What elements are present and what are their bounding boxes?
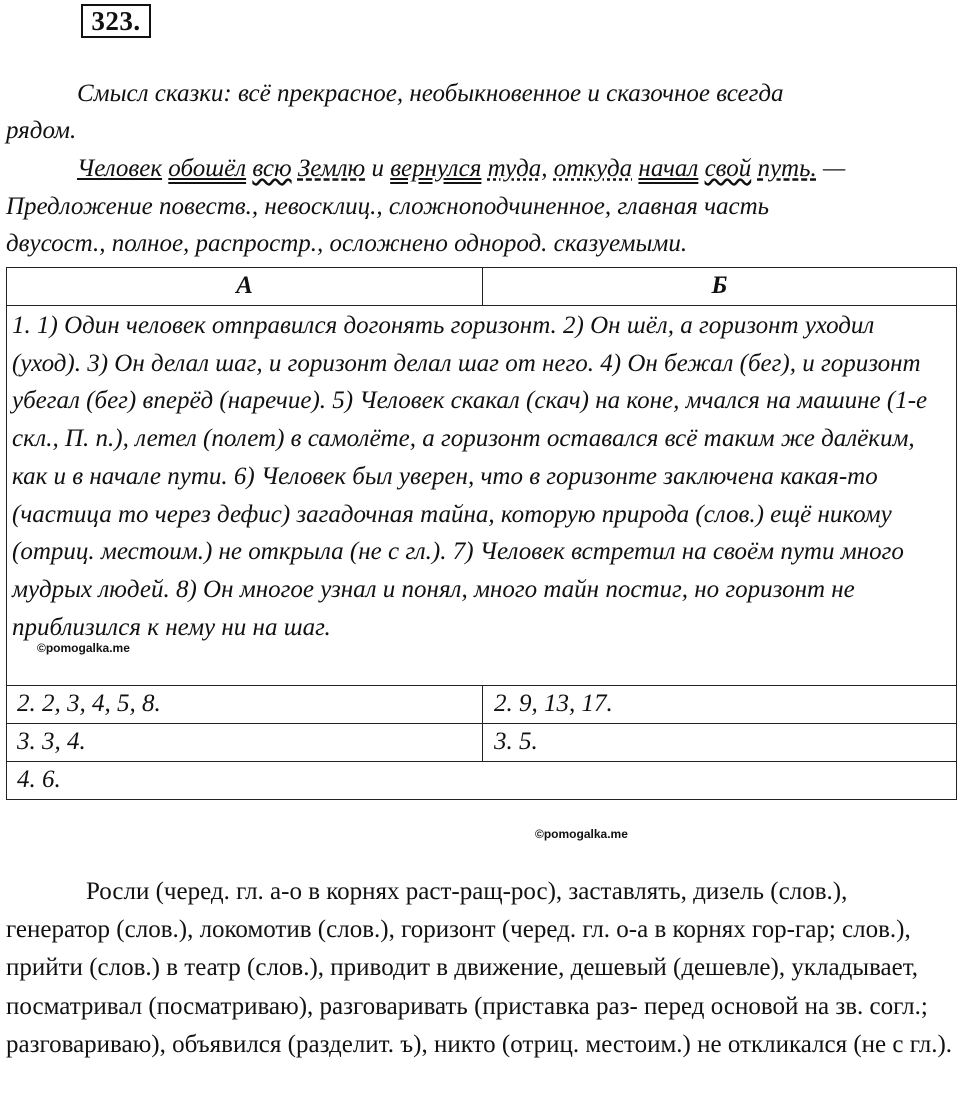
row3-col-a: 3. 3, 4. bbox=[17, 728, 86, 755]
predicate-word-2: вернулся bbox=[390, 155, 482, 182]
row3-col-b: 3. 5. bbox=[494, 728, 538, 755]
watermark-2: ©pomogalka.me bbox=[535, 827, 628, 841]
table-row-2 bbox=[7, 686, 956, 724]
predicate-word: обошёл bbox=[168, 155, 247, 182]
table-row-3 bbox=[7, 724, 956, 762]
exercise-number: 323. bbox=[81, 4, 151, 38]
analyzed-sentence bbox=[77, 155, 845, 183]
watermark: ©pomogalka.me bbox=[37, 641, 130, 655]
row2-col-b: 2. 9, 13, 17. bbox=[494, 690, 613, 717]
subject-word: Человек bbox=[77, 155, 163, 182]
table-header-row bbox=[7, 268, 956, 306]
analysis-line-2: двусост., полное, распростр., осложнено однород. сказуемыми. bbox=[6, 230, 688, 257]
meaning-line-1: Смысл сказки: всё прекрасное, необыкновенное и сказочное всегда bbox=[77, 80, 784, 107]
attribute-word: всю bbox=[252, 155, 292, 182]
row2-col-a: 2. 2, 3, 4, 5, 8. bbox=[17, 690, 161, 717]
column-header-a: А bbox=[236, 272, 253, 299]
row4-col-a: 4. 6. bbox=[17, 766, 61, 793]
conjunction-word: и bbox=[371, 155, 384, 182]
dash: — bbox=[816, 155, 846, 182]
column-header-b: Б bbox=[711, 272, 728, 299]
predicate-word-3: начал bbox=[638, 155, 699, 182]
object-word-2: путь. bbox=[757, 155, 817, 182]
adverbial-word-2: откуда bbox=[553, 155, 633, 182]
object-word: Землю bbox=[297, 155, 366, 182]
adverbial-word: туда, bbox=[487, 155, 548, 182]
attribute-word-2: свой bbox=[704, 155, 752, 182]
analysis-line-1: Предложение повеств., невосклиц., сложноподчиненное, главная часть bbox=[6, 193, 770, 220]
table-row-4 bbox=[7, 762, 956, 799]
story-text: 1. 1) Один человек отправился догонять горизонт. 2) Он шёл, а горизонт уходил (уход). 3) Он делал шаг, и горизонт делал шаг от него. 4) Он бежал (бег), и горизонт убегал (бег) вперёд (наречие). 5) Человек скакал (скач) на коне, мчался на машине (1-е скл., П. п.), летел (полет) в самолёте, а горизонт оставался всё таким же далёким, как и в начале пути. 6) Человек был уверен, что в горизонте заключена какая-то (частица то через дефис) загадочная тайна, которую природа (слов.) ещё никому (отриц. местоим.) не открыла (не с гл.). 7) Человек встретил на своём пути много мудрых людей. 8) Он многое узнал и понял, много тайн постиг, но горизонт не приблизился к нему ни на шаг. bbox=[12, 312, 928, 641]
meaning-line-2: рядом. bbox=[6, 117, 77, 144]
words-block: Росли (черед. гл. а-о в корнях раст-ращ-рос), заставлять, дизель (слов.), генератор (слов.), локомотив (слов.), горизонт (черед. гл. о-а в корнях гор-гар; слов.), прийти (слов.) в театр (слов.), приводит в движение, дешевый (дешевле), укладывает, посматривал (посматриваю), разговаривать (приставка раз- перед основой на зв. согл.; разговариваю), объявился (разделит. ъ), никто (отриц. местоим.) не откликался (не с гл.). bbox=[6, 878, 953, 1058]
